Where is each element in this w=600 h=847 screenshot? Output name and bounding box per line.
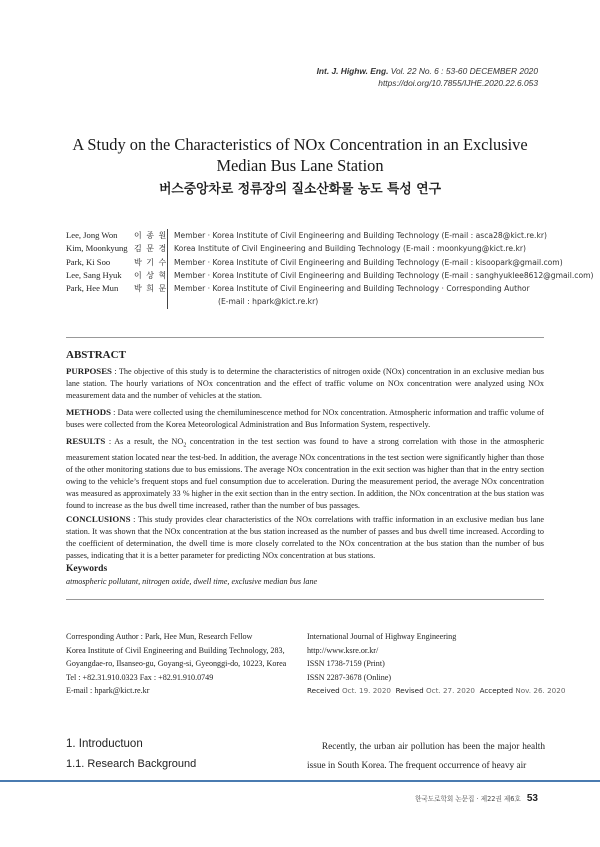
section-heading: 1. Introductuon — [66, 738, 143, 750]
corresponding-line: Korea Institute of Civil Engineering and Building Technology, 283, — [66, 645, 285, 655]
author-name-en: Lee, Sang Hyuk — [66, 269, 122, 280]
purposes-label: PURPOSES — [66, 366, 112, 376]
author-name-en: Lee, Jong Won — [66, 230, 118, 240]
author-row — [66, 269, 593, 282]
abstract-bottom-divider — [66, 599, 544, 600]
journal-info-line: ISSN 1738-7159 (Print) — [307, 659, 385, 668]
accepted-label: Accepted — [479, 686, 514, 695]
journal-info-line: ISSN 2287-3678 (Online) — [307, 672, 392, 682]
purposes-text: : The objective of this study is to determine the characteristics of nitrogen oxide (NOx) concentration in an exclusive median bus lane station. The hourly variations of NOx concentration and the effect of traffic volume on NOx concentration were analyzed using NOx measurement data and the number of vehicles at the station. — [66, 367, 544, 400]
author-row — [66, 242, 593, 255]
author-affiliation: Member · Korea Institute of Civil Engineering and Building Technology (E-mail : kisoopark@gmail.com) — [174, 257, 563, 267]
received-label: Received — [307, 686, 340, 695]
paper-title — [40, 134, 560, 176]
abstract-purposes — [66, 365, 544, 402]
keywords-text: atmospheric pollutant, nitrogen oxide, dwell time, exclusive median bus lane — [66, 577, 318, 586]
footer-rule — [0, 780, 600, 782]
abstract-top-divider — [66, 337, 544, 338]
accepted-date: Nov. 26. 2020 — [515, 686, 566, 695]
journal-info-line: International Journal of Highway Engineering — [307, 632, 457, 641]
abstract-conclusions — [66, 513, 544, 562]
author-separator — [167, 282, 168, 295]
corresponding-line: Goyangdae-ro, Ilsanseo-gu, Goyang-si, Gyeonggi-do, 10223, Korea — [66, 659, 287, 668]
conclusions-label: CONCLUSIONS — [66, 514, 131, 524]
author-separator — [167, 269, 168, 282]
author-name-ko: 박 기 수 — [134, 257, 168, 267]
author-name-en: Park, Ki Soo — [66, 256, 111, 267]
keywords-heading: Keywords — [66, 564, 108, 574]
page-footer — [415, 793, 538, 804]
author-separator — [167, 242, 168, 255]
results-text-a: : As a result, the NO — [105, 437, 184, 446]
author-affiliation: Member · Korea Institute of Civil Engineering and Building Technology · Corresponding Author — [174, 284, 530, 294]
methods-label: METHODS — [66, 407, 111, 417]
author-name-ko: 이 상 혁 — [134, 270, 168, 280]
conclusions-text: : This study provides clear characteristics of the NOx correlations with traffic information in an exclusive median bus lane station. It was shown that the NOx concentration at the bus station increased as the number of passes and bus dwell time increased. According to the coefficient of determination, the dwell time is more closely correlated to the NOx concentration at the bus station than the number of bus passes, indicating that it is a better parameter for predicting NOx concentration at bus stations. — [66, 515, 544, 560]
author-affiliation: Korea Institute of Civil Engineering and Building Technology (E-mail : moonkyung@kict.re.kr) — [174, 244, 526, 254]
results-subscript: 2 — [183, 442, 187, 449]
subsection-heading: 1.1. Research Background — [66, 758, 197, 770]
corresponding-email[interactable]: E-mail : hpark@kict.re.kr — [66, 686, 150, 695]
abstract-results — [66, 435, 544, 512]
journal-website[interactable]: http://www.ksre.or.kr/ — [307, 645, 379, 655]
body-text-content: Recently, the urban air pollution has been the major health issue in South Korea. The frequent occurrence of heavy air — [307, 742, 545, 771]
author-name-ko: 김 문 경 — [134, 244, 168, 254]
author-separator — [167, 256, 168, 269]
author-name-en: Park, Hee Mun — [66, 283, 119, 294]
author-row — [66, 295, 593, 308]
footer-journal: 한국도로학회 논문집 · 제22권 제6호 — [415, 795, 521, 803]
page-number: 53 — [526, 793, 538, 804]
journal-doi[interactable]: https://doi.org/10.7855/IJHE.2020.22.6.053 — [378, 78, 538, 88]
journal-name: Int. J. Highw. Eng. — [316, 66, 389, 76]
title-line-1: A Study on the Characteristics of NOx Concentration in an Exclusive — [72, 135, 528, 154]
submission-dates — [307, 684, 565, 698]
corresponding-line: Tel : +82.31.910.0323 Fax : +82.91.910.0749 — [66, 672, 214, 682]
results-text-b: concentration in the test section was found to have a strong correlation with those in the atmospheric measurement station located near the test-bed. In addition, the average NOx concentrations in the test section were significantly higher than those of the other monitoring stations due to bus emissions. The average NOx concentration in the exit section was higher than that in the entry section owing to the vehicle’s frequent stops and fuel consumption due to acceleration. During the measurement period, the average NOx concentration was measured as approximately 33 % higher in the exit section than in the entry section. In addition, the NOx concentration at the bus station was found to increase as the bus dwell time increased, rather than the number of bus passages. — [66, 437, 545, 510]
journal-volume: Vol. 22 No. 6 : 53-60 DECEMBER 2020 — [390, 66, 538, 76]
author-name-ko: 박 희 문 — [134, 284, 168, 294]
author-name-en: Kim, Moonkyung — [66, 243, 128, 254]
methods-text: : Data were collected using the chemiluminescence method for NOx concentration. Atmospheric information and traffic volume of buses were collected from the Korea Meteorological Administration and Bus Information System, respectively. — [66, 408, 544, 429]
author-row — [66, 229, 593, 242]
journal-citation — [317, 65, 538, 89]
author-email: (E-mail : hpark@kict.re.kr) — [218, 297, 319, 307]
author-affiliation: Member · Korea Institute of Civil Engineering and Building Technology (E-mail : sanghyuklee8612@gmail.com) — [174, 270, 594, 280]
author-list — [66, 229, 593, 309]
korean-title: 버스중앙차로 정류장의 질소산화물 농도 특성 연구 — [159, 182, 441, 197]
corresponding-line: Corresponding Author : Park, Hee Mun, Research Fellow — [66, 632, 253, 641]
journal-info — [307, 630, 565, 698]
received-date: Oct. 19. 2020 — [342, 686, 392, 695]
author-separator — [167, 229, 168, 242]
author-separator — [167, 295, 168, 308]
revised-label: Revised — [395, 686, 424, 695]
author-affiliation: Member · Korea Institute of Civil Engineering and Building Technology (E-mail : asca28@kict.re.kr) — [174, 231, 547, 240]
author-name-ko: 이 종 원 — [134, 231, 168, 240]
body-text — [307, 738, 545, 776]
author-row — [66, 282, 593, 295]
revised-date: Oct. 27. 2020 — [425, 686, 475, 695]
results-label: RESULTS — [66, 436, 106, 446]
corresponding-author-info — [66, 630, 286, 698]
author-row — [66, 256, 593, 269]
abstract-methods — [66, 406, 544, 431]
abstract-heading: ABSTRACT — [66, 349, 126, 361]
title-line-2: Median Bus Lane Station — [216, 156, 384, 175]
